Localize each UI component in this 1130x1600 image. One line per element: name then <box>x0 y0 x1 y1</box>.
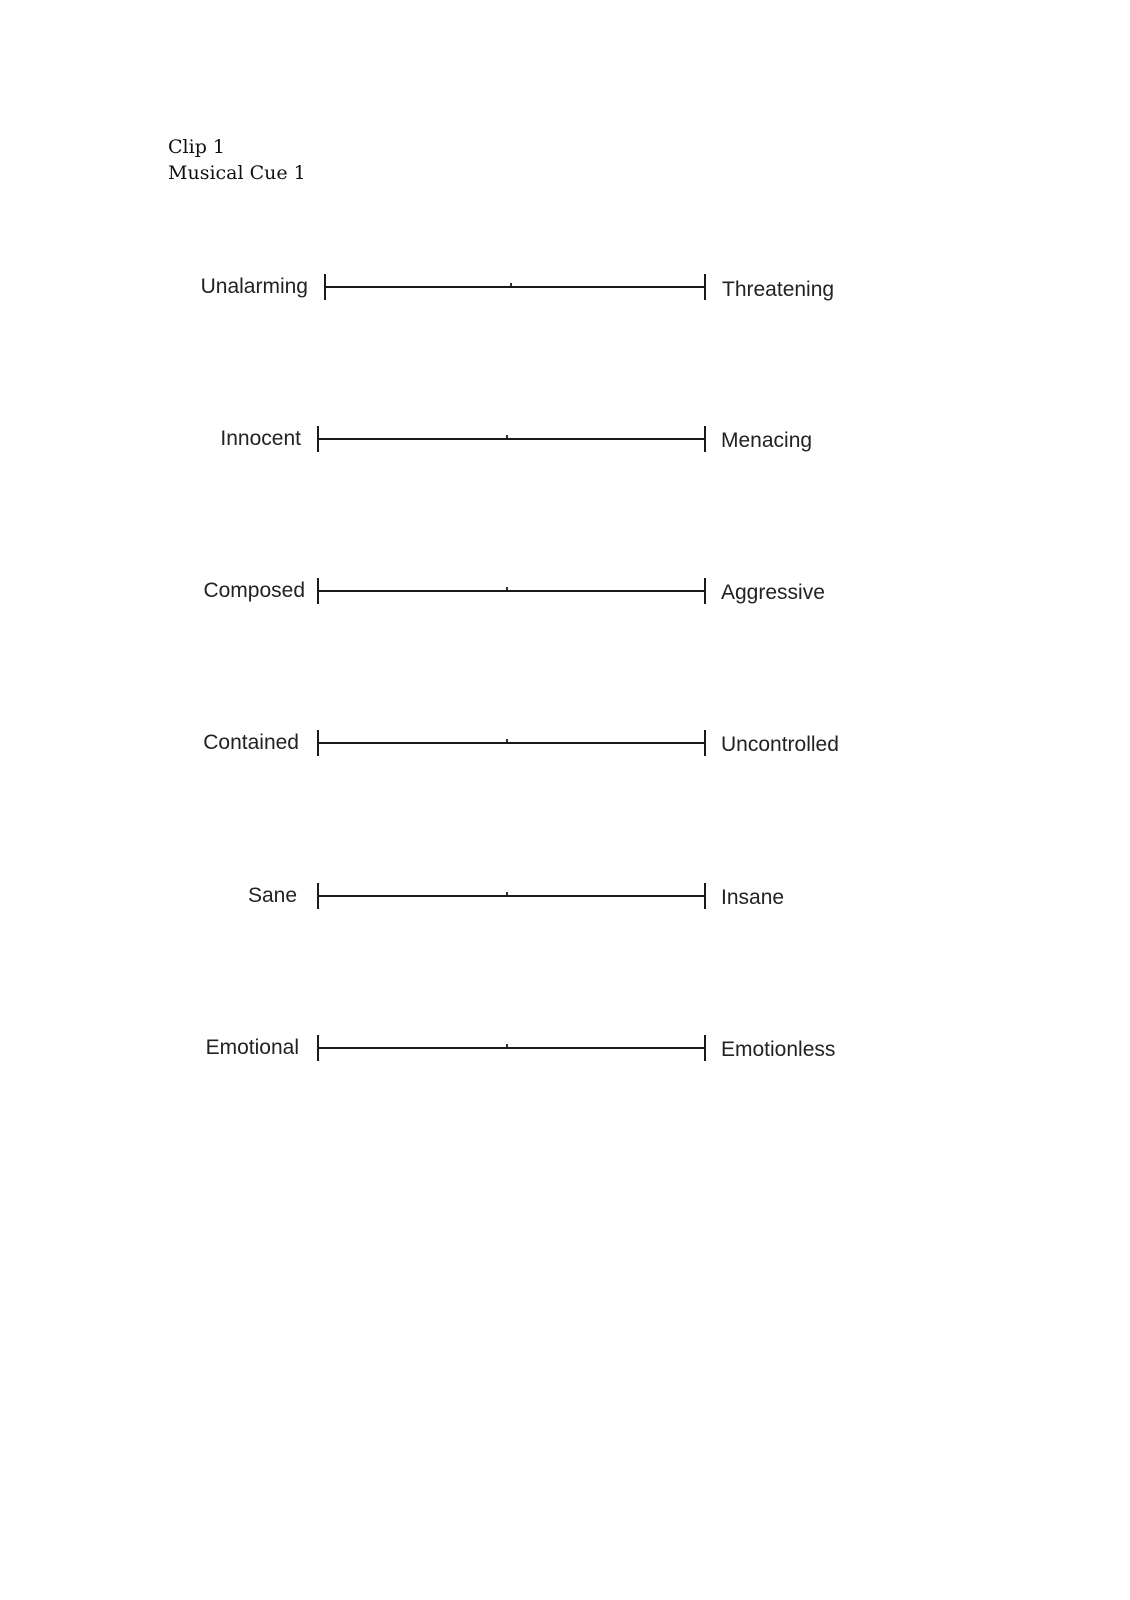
scale-end-tick <box>704 883 706 909</box>
scale-line[interactable] <box>317 590 706 592</box>
scale-line[interactable] <box>317 438 706 440</box>
scale-right-label: Threatening <box>722 278 835 301</box>
scale-end-tick <box>704 730 706 756</box>
rating-scale-composed-aggressive[interactable] <box>0 576 1130 606</box>
scale-midpoint-mark <box>506 435 508 438</box>
scale-right-label: Aggressive <box>721 581 825 604</box>
scale-end-tick <box>704 578 706 604</box>
scale-midpoint-mark <box>506 892 508 895</box>
scale-line[interactable] <box>317 1047 706 1049</box>
scale-end-tick <box>704 274 706 300</box>
scale-right-label: Emotionless <box>721 1038 836 1061</box>
rating-scale-emotional-emotionless[interactable] <box>0 1033 1130 1063</box>
scale-line[interactable] <box>317 895 706 897</box>
scale-midpoint-mark <box>510 283 512 286</box>
scale-end-tick <box>704 1035 706 1061</box>
scale-line[interactable] <box>324 286 706 288</box>
scale-end-tick <box>704 426 706 452</box>
scale-left-label: Contained <box>203 731 299 754</box>
cue-title: Musical Cue 1 <box>168 162 306 184</box>
scale-right-label: Insane <box>721 886 785 909</box>
scale-midpoint-mark <box>506 587 508 590</box>
scale-left-label: Sane <box>247 884 297 907</box>
scale-right-label: Uncontrolled <box>721 733 839 756</box>
rating-scale-sane-insane[interactable] <box>0 881 1130 911</box>
scale-left-label: Emotional <box>205 1036 299 1059</box>
scale-line[interactable] <box>317 742 706 744</box>
scale-right-label: Menacing <box>721 429 813 452</box>
clip-title: Clip 1 <box>168 136 225 158</box>
rating-scale-innocent-menacing[interactable] <box>0 424 1130 454</box>
document-header <box>168 134 306 186</box>
rating-scale-contained-uncontrolled[interactable] <box>0 728 1130 758</box>
scale-left-label: Unalarming <box>200 275 308 298</box>
scale-midpoint-mark <box>506 739 508 742</box>
rating-scale-unalarming-threatening[interactable] <box>0 272 1130 302</box>
scale-midpoint-mark <box>506 1044 508 1047</box>
scale-left-label: Composed <box>203 579 305 602</box>
scale-left-label: Innocent <box>220 427 301 450</box>
